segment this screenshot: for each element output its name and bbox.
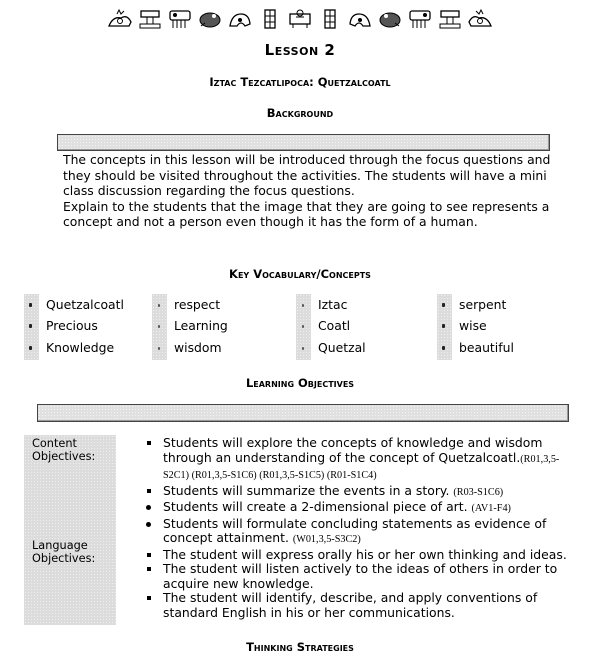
objectives-list [145,436,575,620]
aztec-glyph-4-icon [197,8,223,30]
objectives-bar [37,404,569,422]
aztec-glyph-13-icon [467,8,493,30]
objectives-label-column [24,435,116,625]
aztec-glyph-8-icon [317,8,343,30]
vocabulary-column-2: respect Learning wisdom [152,294,292,360]
aztec-glyph-3-icon [167,8,193,30]
standards-code: (R03-S1C6) [453,486,504,498]
background-paragraph-2: Explain to the students that the image that they are going to see represents a concept and not a person even though it has the form of a human. [63,198,550,229]
aztec-glyph-5-icon [227,8,253,30]
standards-code: (AV1-F4) [471,503,511,514]
objective-item: Students will explore the concepts of knowledge and wisdom through an understanding of the concept of Quetzalcoatl.(R01,3,5-S2C1) (R01,3,5-S1C6) (R01,3,5-S1C5) (R01-S1C4) [145,436,575,484]
objective-item: Students will formulate concluding statements as evidence of concept attainment. (W01,3,5-S3C2) [145,517,575,548]
bullet-icon [29,346,32,350]
standards-code: (W01,3,5-S3C2) [292,534,361,545]
language-objectives-label: Language Objectives: [32,539,96,565]
bullet-icon [442,303,445,307]
content-objectives-label: Content Objectives: [32,437,96,463]
square-bullet-icon [147,489,151,493]
aztec-glyph-banner [90,4,510,34]
square-bullet-icon [147,441,151,445]
background-heading: Background [266,106,334,120]
bullet-icon [442,346,445,350]
objective-item: Students will summarize the events in a story. (R03-S1C6) [145,484,575,501]
vocabulary-column-1: Quetzalcoatl Precious Knowledge [24,294,150,360]
objective-item: The student will listen actively to the ideas of others in order to acquire new knowledge. [145,562,575,591]
bullet-icon [29,303,32,307]
square-bullet-icon [147,567,151,571]
objective-item: Students will create a 2-dimensional piece of art. (AV1-F4) [145,500,575,517]
lesson-title: Lesson 2 [264,41,336,59]
objective-item: The student will express orally his or her own thinking and ideas. [145,548,575,563]
square-bullet-icon [147,596,151,600]
bullet-icon [29,324,32,328]
aztec-glyph-7-icon [287,8,313,30]
thinking-strategies-heading: Thinking Strategies [246,640,354,654]
aztec-glyph-11-icon [407,8,433,30]
vocabulary-column-3: Iztac Coatl Quetzal [296,294,432,360]
aztec-glyph-1-icon [107,8,133,30]
aztec-glyph-9-icon [347,8,373,30]
bullet-icon [442,324,445,328]
bullet-icon [158,304,160,307]
bullet-icon [302,347,304,350]
bullet-icon [302,304,304,307]
objective-item: The student will identify, describe, and apply conventions of standard English in his or her communications. [145,591,575,620]
background-text [63,152,553,230]
aztec-glyph-6-icon [257,8,283,30]
aztec-glyph-2-icon [137,8,163,30]
bullet-icon [158,347,160,350]
lesson-subtitle: Iztac Tezcatlipoca: Quetzalcoatl [209,75,391,89]
bullet-icon [302,325,304,328]
standards-code: (R01,3,5-S2C1) (R01,3,5-S1C6) (R01,3,5-S1C5) (R01-S1C4) [163,453,560,481]
round-bullet-icon [146,505,151,510]
aztec-glyph-10-icon [377,8,403,30]
square-bullet-icon [147,553,151,557]
background-bar [57,134,550,151]
bullet-icon [158,325,160,328]
objectives-heading: Learning Objectives [245,376,355,390]
background-paragraph-1: The concepts in this lesson will be introduced through the focus questions and they should be visited throughout the activities. The students will have a mini class discussion regarding the focus questions. [63,152,551,198]
vocabulary-heading: Key Vocabulary/Concepts [229,267,371,281]
round-bullet-icon [146,522,151,527]
aztec-glyph-12-icon [437,8,463,30]
vocabulary-column-4: serpent wise beautiful [437,294,567,360]
